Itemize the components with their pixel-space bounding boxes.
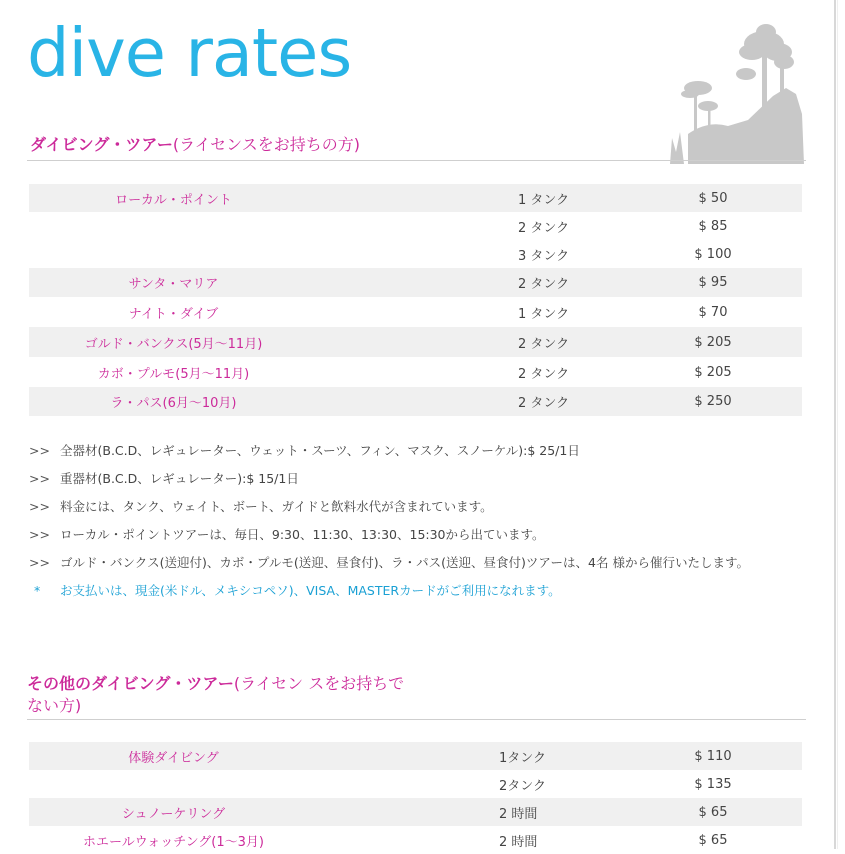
tank-count: 2タンク bbox=[499, 778, 547, 794]
bullet-marker: >> bbox=[29, 527, 50, 542]
tour-name: カボ・プルモ(5月〜11月) bbox=[97, 366, 250, 382]
price: $ 135 bbox=[694, 776, 732, 792]
note-item: >> ローカル・ポイントツアーは、毎日、9:30、11:30、13:30、15:30から出ています。 bbox=[29, 525, 769, 545]
table-row bbox=[29, 212, 802, 240]
tour-name: ナイト・ダイブ bbox=[128, 306, 219, 322]
tour-name bbox=[29, 240, 318, 268]
tour-name: ホエールウォッチング(1〜3月) bbox=[83, 834, 264, 850]
price: $ 50 bbox=[624, 184, 802, 212]
section-divider bbox=[27, 160, 806, 161]
note-item: >> ゴルド・バンクス(送迎付)、カボ・プルモ(送迎、昼食付)、ラ・パス(送迎、昼食付)ツアーは、4名 様から催行いたします。 bbox=[29, 553, 769, 573]
table-row bbox=[29, 798, 802, 826]
tank-count: 2 タンク bbox=[518, 268, 624, 297]
note-item: >> 料金には、タンク、ウェイト、ボート、ガイドと飲料水代が含まれています。 bbox=[29, 497, 769, 517]
tank-count: 1 タンク bbox=[518, 306, 570, 322]
page-title: dive rates bbox=[27, 14, 352, 92]
tank-count: 2 タンク bbox=[518, 387, 624, 416]
table-row bbox=[29, 770, 802, 798]
note-item: >> 重器材(B.C.D、レギュレーター):$ 15/1日 bbox=[29, 469, 769, 489]
tour-name: シュノーケリング bbox=[29, 798, 318, 826]
tour-name: ゴルド・バンクス(5月〜11月) bbox=[29, 327, 318, 357]
bullet-marker: >> bbox=[29, 555, 50, 570]
tour-name: 体験ダイビング bbox=[29, 742, 318, 770]
table-row bbox=[29, 826, 802, 854]
price: $ 205 bbox=[694, 364, 732, 380]
licensed-rates-table bbox=[29, 184, 802, 416]
table-row bbox=[29, 742, 802, 770]
price: $ 65 bbox=[624, 798, 802, 826]
table-row bbox=[29, 184, 802, 212]
tank-count: 2 時間 bbox=[499, 834, 538, 850]
asterisk-marker: * bbox=[34, 583, 41, 598]
licensed-tours-heading: ダイビング・ツアー(ライセンスをお持ちの方) bbox=[30, 135, 360, 154]
page-border bbox=[834, 0, 836, 849]
tank-count: 3 タンク bbox=[518, 248, 570, 264]
bullet-marker: >> bbox=[29, 443, 50, 458]
section-divider bbox=[27, 719, 806, 720]
price: $ 85 bbox=[698, 218, 728, 234]
unlicensed-tours-heading: その他のダイビング・ツアー(ライセン スをお持ちで ない方) bbox=[27, 674, 405, 715]
notes-list bbox=[29, 441, 769, 609]
tour-name bbox=[29, 770, 318, 798]
tank-count: 2 時間 bbox=[499, 798, 624, 826]
note-item: >> 全器材(B.C.D、レギュレーター、ウェット・スーツ、フィン、マスク、スノーケル):$ 25/1日 bbox=[29, 441, 769, 461]
table-row bbox=[29, 357, 802, 387]
table-row bbox=[29, 387, 802, 416]
table-row bbox=[29, 240, 802, 268]
tank-count: 2 タンク bbox=[518, 220, 570, 236]
tour-name: サンタ・マリア bbox=[29, 268, 318, 297]
bullet-marker: >> bbox=[29, 471, 50, 486]
palm-trees-icon bbox=[668, 22, 808, 164]
bullet-marker: >> bbox=[29, 499, 50, 514]
table-row bbox=[29, 327, 802, 357]
tank-count: 2 タンク bbox=[518, 366, 570, 382]
table-row bbox=[29, 297, 802, 327]
tank-count: 2 タンク bbox=[518, 327, 624, 357]
tour-name bbox=[29, 212, 318, 240]
unlicensed-rates-table bbox=[29, 742, 802, 854]
price: $ 250 bbox=[624, 387, 802, 416]
price: $ 95 bbox=[624, 268, 802, 297]
tank-count: 1 タンク bbox=[518, 184, 624, 212]
page-border-inner bbox=[837, 0, 838, 849]
tour-name: ローカル・ポイント bbox=[29, 184, 318, 212]
price: $ 100 bbox=[694, 246, 732, 262]
price: $ 205 bbox=[624, 327, 802, 357]
price: $ 110 bbox=[624, 742, 802, 770]
payment-note: * お支払いは、現金(米ドル、メキシコペソ)、VISA、MASTERカードがご利用になれます。 bbox=[29, 581, 769, 601]
tank-count: 1タンク bbox=[499, 742, 624, 770]
price: $ 70 bbox=[698, 304, 728, 320]
tour-name: ラ・パス(6月〜10月) bbox=[29, 387, 318, 416]
table-row bbox=[29, 268, 802, 297]
price: $ 65 bbox=[698, 832, 728, 848]
